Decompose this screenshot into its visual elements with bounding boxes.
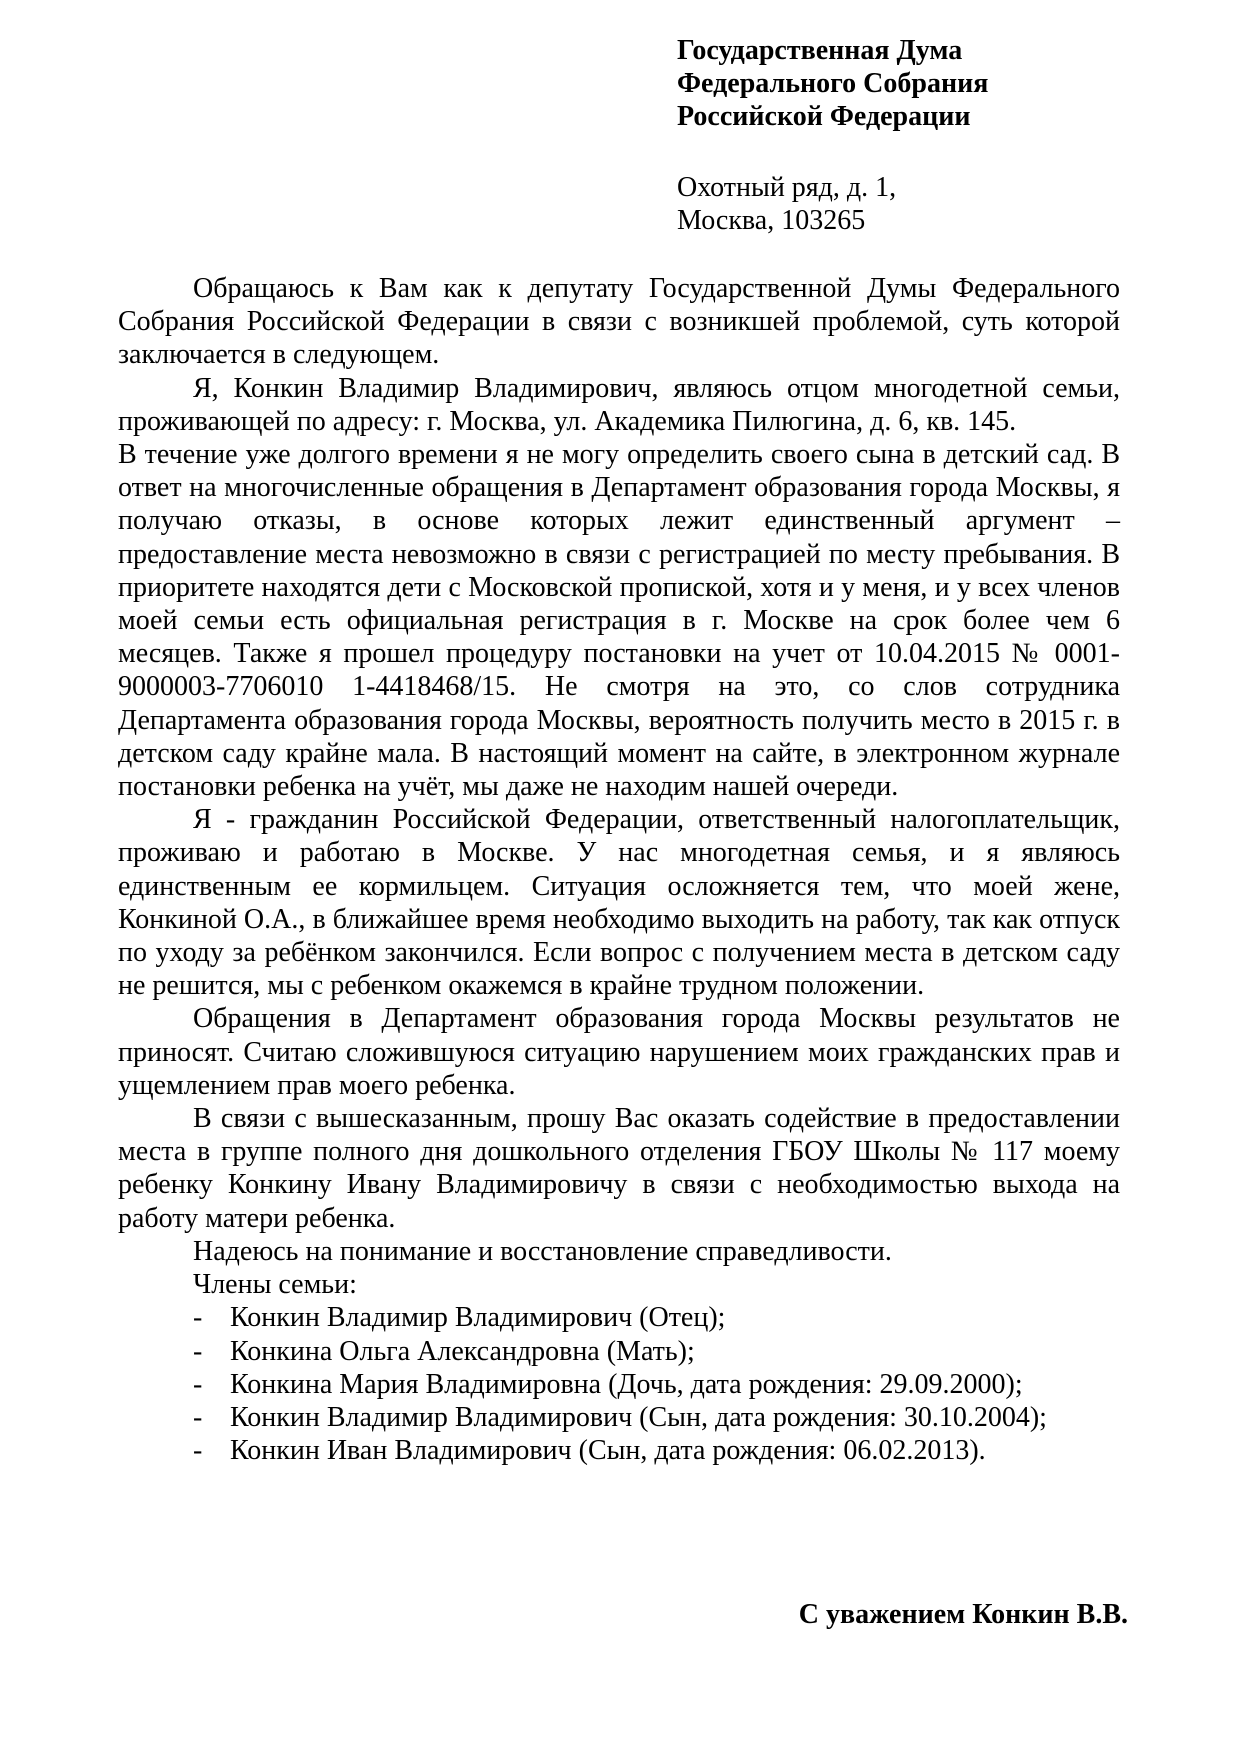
bullet-dash: - [193,1302,203,1334]
recipient-line: Федерального Собрания [677,68,989,99]
paragraph-request: В связи с вышесказанным, прошу Вас оказать содействие в предоставлении места в группе полного дня дошкольного отделения ГБОУ Школы № 117 моему ребенку Конкину Ивану Владимировичу в связи с необходимостью выхода на работу матери ребенка. [118,1103,1120,1234]
list-item [118,1401,1120,1434]
bullet-dash: - [193,1368,203,1400]
paragraph-hope: Надеюсь на понимание и восстановление справедливости. [193,1235,892,1267]
bullet-dash: - [193,1335,203,1367]
paragraph-problem: В течение уже долгого времени я не могу определить своего сына в детский сад. В ответ на многочисленные обращения в Департамент образования города Москвы, я получаю отказы, в основе которых лежит единственный аргумент – предоставление места невозможно в связи с регистрацией по месту пребывания. В приоритете находятся дети с Московской пропиской, хотя и у меня, и у всех членов моей семьи есть официальная регистрация в г. Москве на срок более чем 6 месяцев. Также я прошел процедуру постановки на учет от 10.04.2015 № 0001-9000003-7706010 1-4418468/15. Не смотря на это, со слов сотрудника Департамента образования города Москвы, вероятность получить место в 2015 г. в детском саду крайне мала. В настоящий момент на сайте, в электронном журнале постановки ребенка на учёт, мы даже не находим нашей очереди. [118,439,1120,803]
signature: С уважением Конкин В.В. [798,1599,1128,1630]
family-member: Конкина Мария Владимировна (Дочь, дата рождения: 29.09.2000); [230,1368,1023,1400]
family-member: Конкин Иван Владимирович (Сын, дата рождения: 06.02.2013). [230,1435,986,1467]
bullet-dash: - [193,1435,203,1467]
address-block [677,171,1197,237]
recipient-block [677,34,1197,133]
family-member: Конкин Владимир Владимирович (Сын, дата рождения: 30.10.2004); [230,1401,1047,1433]
address-line: Охотный ряд, д. 1, [677,172,897,203]
paragraph-identity: Я, Конкин Владимир Владимирович, являюсь отцом многодетной семьи, проживающей по адресу: г. Москва, ул. Академика Пилюгина, д. 6, кв. 145. [118,372,1120,437]
family-member: Конкин Владимир Владимирович (Отец); [230,1302,726,1334]
recipient-line: Российской Федерации [677,101,971,132]
paragraph-situation: Я - гражданин Российской Федерации, ответственный налогоплательщик, проживаю и работаю в Москве. У нас многодетная семья, и я являюсь единственным ее кормильцем. Ситуация осложняется тем, что моей жене, Конкиной О.А., в ближайшее время необходимо выходить на работу, так как отпуск по уходу за ребёнком закончился. Если вопрос с получением места в детском саду не решится, мы с ребенком окажемся в крайне трудном положении. [118,804,1120,1002]
paragraph-intro: Обращаюсь к Вам как к депутату Государственной Думы Федерального Собрания Российской Федерации в связи с возникшей проблемой, суть которой заключается в следующем. [118,273,1120,371]
list-item [118,1301,1120,1334]
list-item [118,1335,1120,1368]
letter-body [118,272,1120,1467]
address-line: Москва, 103265 [677,205,866,236]
family-member: Конкина Ольга Александровна (Мать); [230,1335,695,1367]
family-list [118,1301,1120,1467]
bullet-dash: - [193,1401,203,1433]
recipient-line: Государственная Дума [677,35,963,66]
list-item [118,1368,1120,1401]
paragraph-complaint: Обращения в Департамент образования города Москвы результатов не приносят. Считаю сложившуюся ситуацию нарушением моих гражданских прав и ущемлением прав моего ребенка. [118,1003,1120,1101]
family-title: Члены семьи: [193,1269,357,1301]
list-item [118,1434,1120,1467]
